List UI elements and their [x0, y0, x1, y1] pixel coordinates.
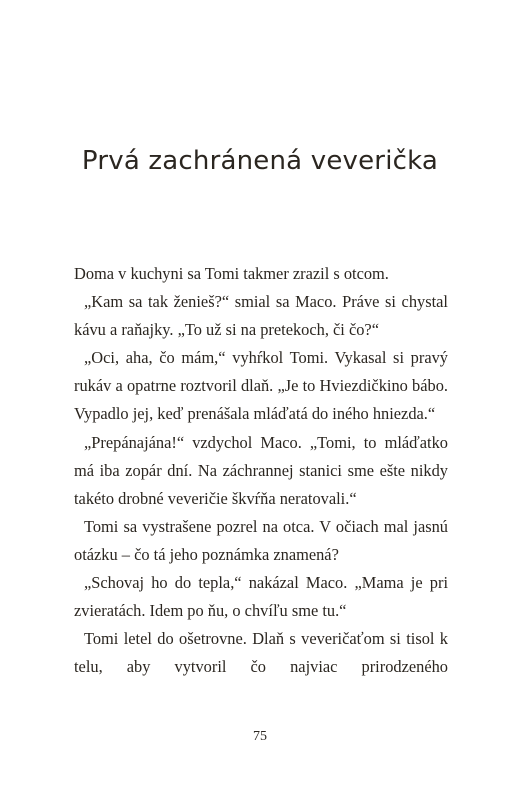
body-text	[74, 260, 448, 681]
chapter-title: Prvá zachránená veverička	[81, 146, 439, 176]
page-number: 75	[253, 729, 267, 744]
paragraph: „Kam sa tak ženieš?“ smial sa Maco. Práve si chystal kávu a raňajky. „To už si na pretekoch, či čo?“	[74, 292, 448, 340]
paragraph: „Prepánajána!“ vzdychol Maco. „Tomi, to mláďatko má iba zopár dní. Na záchrannej stanici sme ešte nikdy takéto drobné veveričie škvŕňa neratovali.“	[74, 432, 448, 508]
paragraph: Doma v kuchyni sa Tomi takmer zrazil s otcom.	[74, 264, 389, 283]
paragraph: Tomi letel do ošetrovne. Dlaň s veveričaťom si tisol k telu, aby vytvoril čo najviac prirodzeného	[74, 629, 448, 677]
paragraph: Tomi sa vystrašene pozrel na otca. V očiach mal jasnú otázku – čo tá jeho poznámka znamená?	[74, 516, 448, 564]
paragraph: „Oci, aha, čo mám,“ vyhŕkol Tomi. Vykasal si pravý rukáv a opatrne roztvoril dlaň. „Je to Hviezdičkino bábo. Vypadlo jej, keď prenášala mláďatá do iného hniezda.“	[74, 348, 448, 424]
paragraph: „Schovaj ho do tepla,“ nakázal Maco. „Mama je pri zvieratách. Idem po ňu, o chvíľu sme tu.“	[74, 573, 448, 621]
